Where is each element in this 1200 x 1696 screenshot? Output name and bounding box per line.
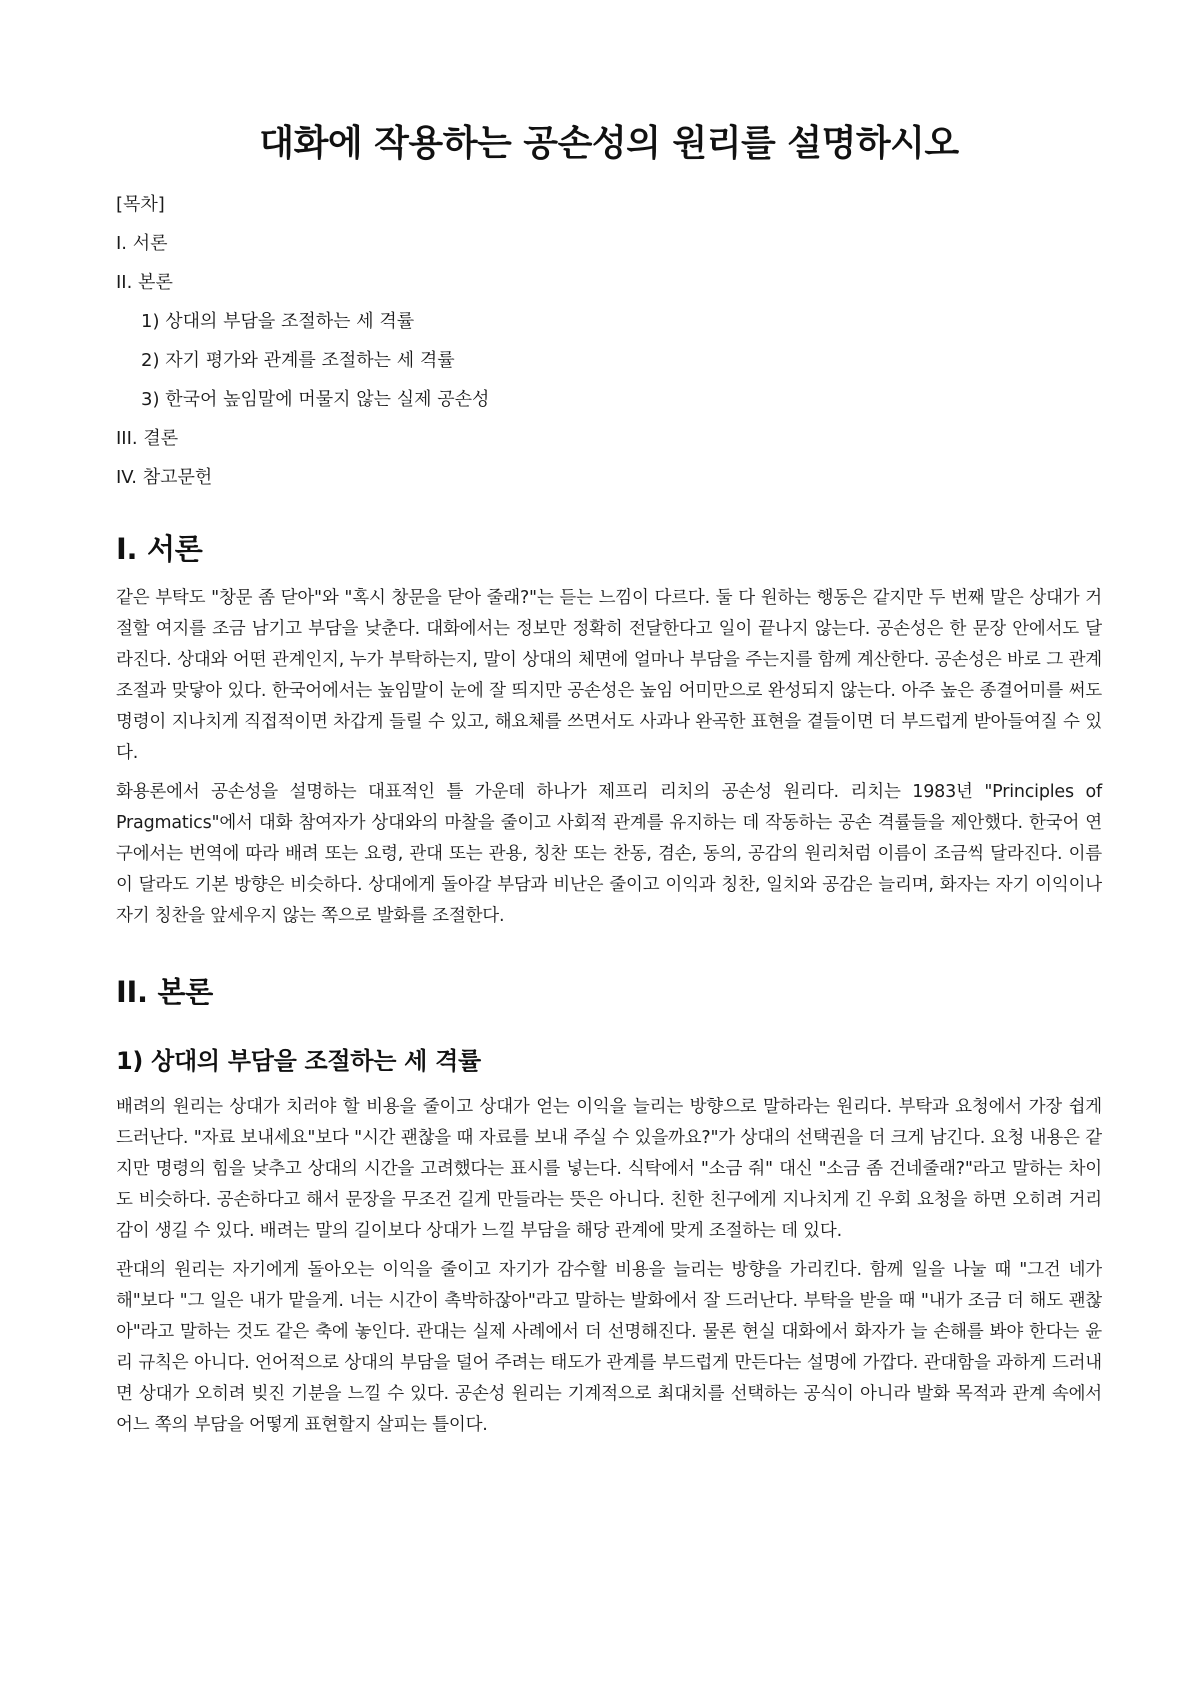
intro-paragraph-1: 같은 부탁도 "창문 좀 닫아"와 "혹시 창문을 닫아 줄래?"는 듣는 느낌이 다르다. 둘 다 원하는 행동은 같지만 두 번째 말은 상대가 거절할 여지를 조금 남기고 부담을 낮춘다. 대화에서는 정보만 정확히 전달한다고 일이 끝나지 않는다. 공손성은 한 문장 안에서도 달라진다. 상대와 어떤 관계인지, 누가 부탁하는지, 말이 상대의 체면에 얼마나 부담을 주는지를 함께 계산한다. 공손성은 바로 그 관계 조절과 맞닿아 있다. 한국어에서는 높임말이 눈에 잘 띄지만 공손성은 높임 어미만으로 완성되지 않는다. 아주 높은 종결어미를 써도 명령이 지나치게 직접적이면 차갑게 들릴 수 있고, 해요체를 쓰면서도 사과나 완곡한 표현을 곁들이면 더 부드럽게 받아들여질 수 있다. [116,588,1103,763]
toc-item-subsection-3: 3) 한국어 높임말에 머물지 않는 실제 공손성 [141,389,490,410]
subsection-1-paragraph-1: 배려의 원리는 상대가 치러야 할 비용을 줄이고 상대가 얻는 이익을 늘리는 방향으로 말하라는 원리다. 부탁과 요청에서 가장 쉽게 드러난다. "자료 보내세요"보다 "시간 괜찮을 때 자료를 보내 주실 수 있을까요?"가 상대의 선택권을 더 크게 남긴다. 요청 내용은 같지만 명령의 힘을 낮추고 상대의 시간을 고려했다는 표시를 넣는다. 식탁에서 "소금 줘" 대신 "소금 좀 건네줄래?"라고 말하는 차이도 비슷하다. 공손하다고 해서 문장을 무조건 길게 만들라는 뜻은 아니다. 친한 친구에게 지나치게 긴 우회 요청을 하면 오히려 거리감이 생길 수 있다. 배려는 말의 길이보다 상대가 느낄 부담을 해당 관계에 맞게 조절하는 데 있다. [116,1097,1102,1241]
subsection-1-paragraph-2: 관대의 원리는 자기에게 돌아오는 이익을 줄이고 자기가 감수할 비용을 늘리는 방향을 가리킨다. 함께 일을 나눌 때 "그건 네가 해"보다 "그 일은 내가 맡을게. 너는 시간이 촉박하잖아"라고 말하는 발화에서 잘 드러난다. 부탁을 받을 때 "내가 조금 더 해도 괜찮아"라고 말하는 것도 같은 축에 놓인다. 관대는 실제 사례에서 더 선명해진다. 물론 현실 대화에서 화자가 늘 손해를 봐야 한다는 윤리 규칙은 아니다. 언어적으로 상대의 부담을 덜어 주려는 태도가 관계를 부드럽게 만든다는 설명에 가깝다. 관대함을 과하게 드러내면 상대가 오히려 빚진 기분을 느낄 수 있다. 공손성 원리는 기계적으로 최대치를 선택하는 공식이 아니라 발화 목적과 관계 속에서 어느 쪽의 부담을 어떻게 표현할지 살피는 틀이다. [116,1260,1102,1435]
toc-item-introduction: I. 서론 [116,233,168,254]
table-of-contents [116,194,1102,489]
toc-item-subsection-1: 1) 상대의 부담을 조절하는 세 격률 [141,311,415,332]
intro-heading: I. 서론 [116,532,203,566]
toc-item-subsection-2: 2) 자기 평가와 관계를 조절하는 세 격률 [141,350,455,371]
toc-item-conclusion: III. 결론 [116,428,179,449]
document-title: 대화에 작용하는 공손성의 원리를 설명하시오 [259,123,959,164]
toc-item-main-body: II. 본론 [116,272,173,293]
intro-paragraph-2: 화용론에서 공손성을 설명하는 대표적인 틀 가운데 하나가 제프리 리치의 공손성 원리다. 리치는 1983년 "Principles of Pragmatics"에서 대화 참여자가 상대와의 마찰을 줄이고 사회적 관계를 유지하는 데 작동하는 공손 격률들을 제안했다. 한국어 연구에서는 번역에 따라 배려 또는 요령, 관대 또는 관용, 칭찬 또는 찬동, 겸손, 동의, 공감의 원리처럼 이름이 조금씩 달라진다. 이름이 달라도 기본 방향은 비슷하다. 상대에게 돌아갈 부담과 비난은 줄이고 이익과 칭찬, 일치와 공감은 늘리며, 화자는 자기 이익이나 자기 칭찬을 앞세우지 않는 쪽으로 발화를 조절한다. [116,782,1102,926]
main-body-heading: II. 본론 [116,975,213,1009]
subsection-1-heading: 1) 상대의 부담을 조절하는 세 격률 [116,1047,481,1075]
toc-heading: [목차] [116,194,165,215]
toc-item-references: IV. 참고문헌 [116,467,213,488]
